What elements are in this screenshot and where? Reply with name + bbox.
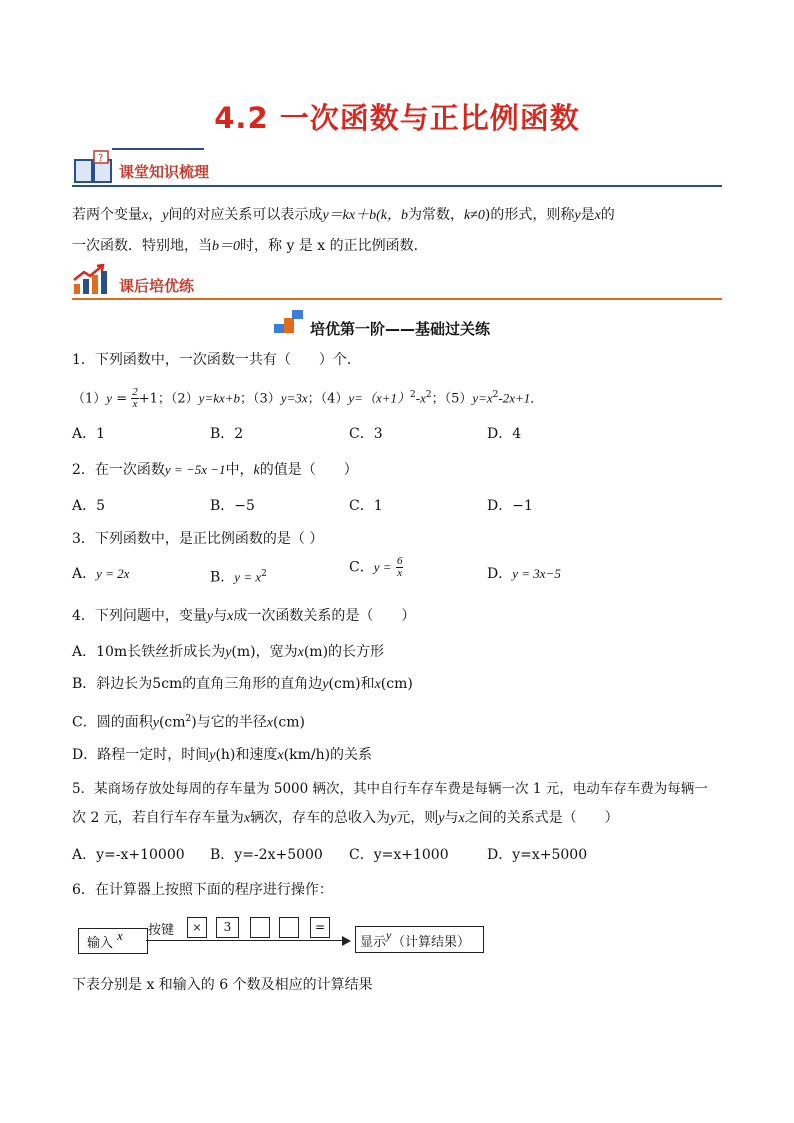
page-title: 4.2 一次函数与正比例函数 (214, 101, 580, 135)
arrow-icon (342, 936, 351, 946)
q5-option-b: B．y=-2x+5000 (210, 847, 323, 863)
question-5-line-1: 5．某商场存放处每周的存车量为 5000 辆次，其中自行车存车费是每辆一次 1 元，电动车存车费为每辆一 (72, 781, 708, 797)
q3-option-d: D．y = 3x−5 (487, 566, 561, 582)
stairs-icon (274, 310, 304, 334)
q2-option-a: A．5 (72, 498, 106, 514)
q4-option-b: B．斜边长为5cm的直角三角形的直角边y(cm)和x(cm) (72, 676, 413, 692)
svg-text:?: ? (98, 153, 104, 164)
book-icon (72, 150, 116, 186)
flow-output-box: 显示 y （计算结果） (355, 926, 484, 953)
question-2-stem: 2．在一次函数y = −5x −1中，k的值是（ ） (72, 462, 358, 478)
q2-option-d: D．−1 (487, 498, 533, 514)
flow-arrow-line (146, 940, 346, 941)
q2-option-b: B．−5 (210, 498, 255, 514)
q5-option-c: C．y=x+1000 (349, 847, 449, 863)
fraction: $\frac{2}{x}$ (132, 386, 138, 411)
calculator-key-blank (279, 917, 299, 938)
question-6-after: 下表分别是 x 和输入的 6 个数及相应的计算结果 (72, 977, 373, 993)
calculator-key: × (187, 917, 207, 938)
section-title-knowledge: 课堂知识梳理 (119, 163, 210, 181)
q5-option-a: A．y=-x+10000 (72, 847, 185, 863)
flow-key-label: 按键 (148, 923, 175, 938)
question-4-stem: 4．下列问题中，变量y与x成一次函数关系的是（ ） (72, 608, 416, 624)
q1-option-d: D．4 (487, 426, 522, 442)
q3-option-a: A．y = 2x (72, 566, 130, 582)
question-5-line-2: 次 2 元，若自行车存车量为x辆次，存车的总收入为y元，则y与x之间的关系式是（ ） (72, 810, 619, 826)
q1-option-b: B．2 (210, 426, 244, 442)
calculator-key-blank (250, 917, 270, 938)
knowledge-line-1: 若两个变量x，y间的对应关系可以表示成y＝kx＋b(k，b为常数，k≠0)的形式，则称y是x的 (72, 207, 615, 223)
q4-option-d: D．路程一定时，时间y(h)和速度x(km/h)的关系 (72, 747, 373, 763)
flow-input-box: 输入 x (78, 928, 148, 954)
q3-option-b: B．$y = x^2$ (210, 569, 267, 586)
q2-option-c: C．1 (349, 498, 383, 514)
knowledge-line-2: 一次函数．特别地，当b＝0时，称 y 是 x 的正比例函数． (72, 238, 428, 254)
calculator-key: 3 (216, 917, 239, 938)
question-1-stem: 1．下列函数中，一次函数一共有（ ）个． (72, 352, 361, 368)
q4-option-a: A．10m长铁丝折成长为y(m)，宽为x(m)的长方形 (72, 644, 385, 660)
calculator-key: = (310, 917, 330, 938)
question-6-stem: 6．在计算器上按照下面的程序进行操作： (72, 882, 333, 898)
q4-option-c: C．圆的面积$y(cm^2)$与它的半径x(cm) (72, 714, 305, 731)
q5-option-d: D．y=x+5000 (487, 847, 588, 863)
section-divider-orange (72, 298, 722, 300)
question-3-stem: 3．下列函数中，是正比例函数的是（ ） (72, 531, 324, 547)
section-title-overline (112, 148, 204, 150)
section-title-practice: 课后培优练 (119, 277, 195, 295)
question-1-items: （1）y = $\frac{2}{x}$ +1；（2）y=kx+b；（3）y=3x；$(4)y=(x+1)^2-x^2$；$(5)y=x^2-2x+1$． (72, 386, 544, 411)
q3-option-c: C．y = $\frac{6}{x}$ (349, 555, 403, 579)
bar-chart-icon (72, 264, 108, 296)
fraction: $\frac{6}{x}$ (396, 555, 403, 579)
q1-option-a: A．1 (72, 426, 106, 442)
q1-option-c: C．3 (349, 426, 383, 442)
section-divider-blue (72, 185, 722, 187)
subsection-title: 培优第一阶——基础过关练 (310, 320, 491, 338)
